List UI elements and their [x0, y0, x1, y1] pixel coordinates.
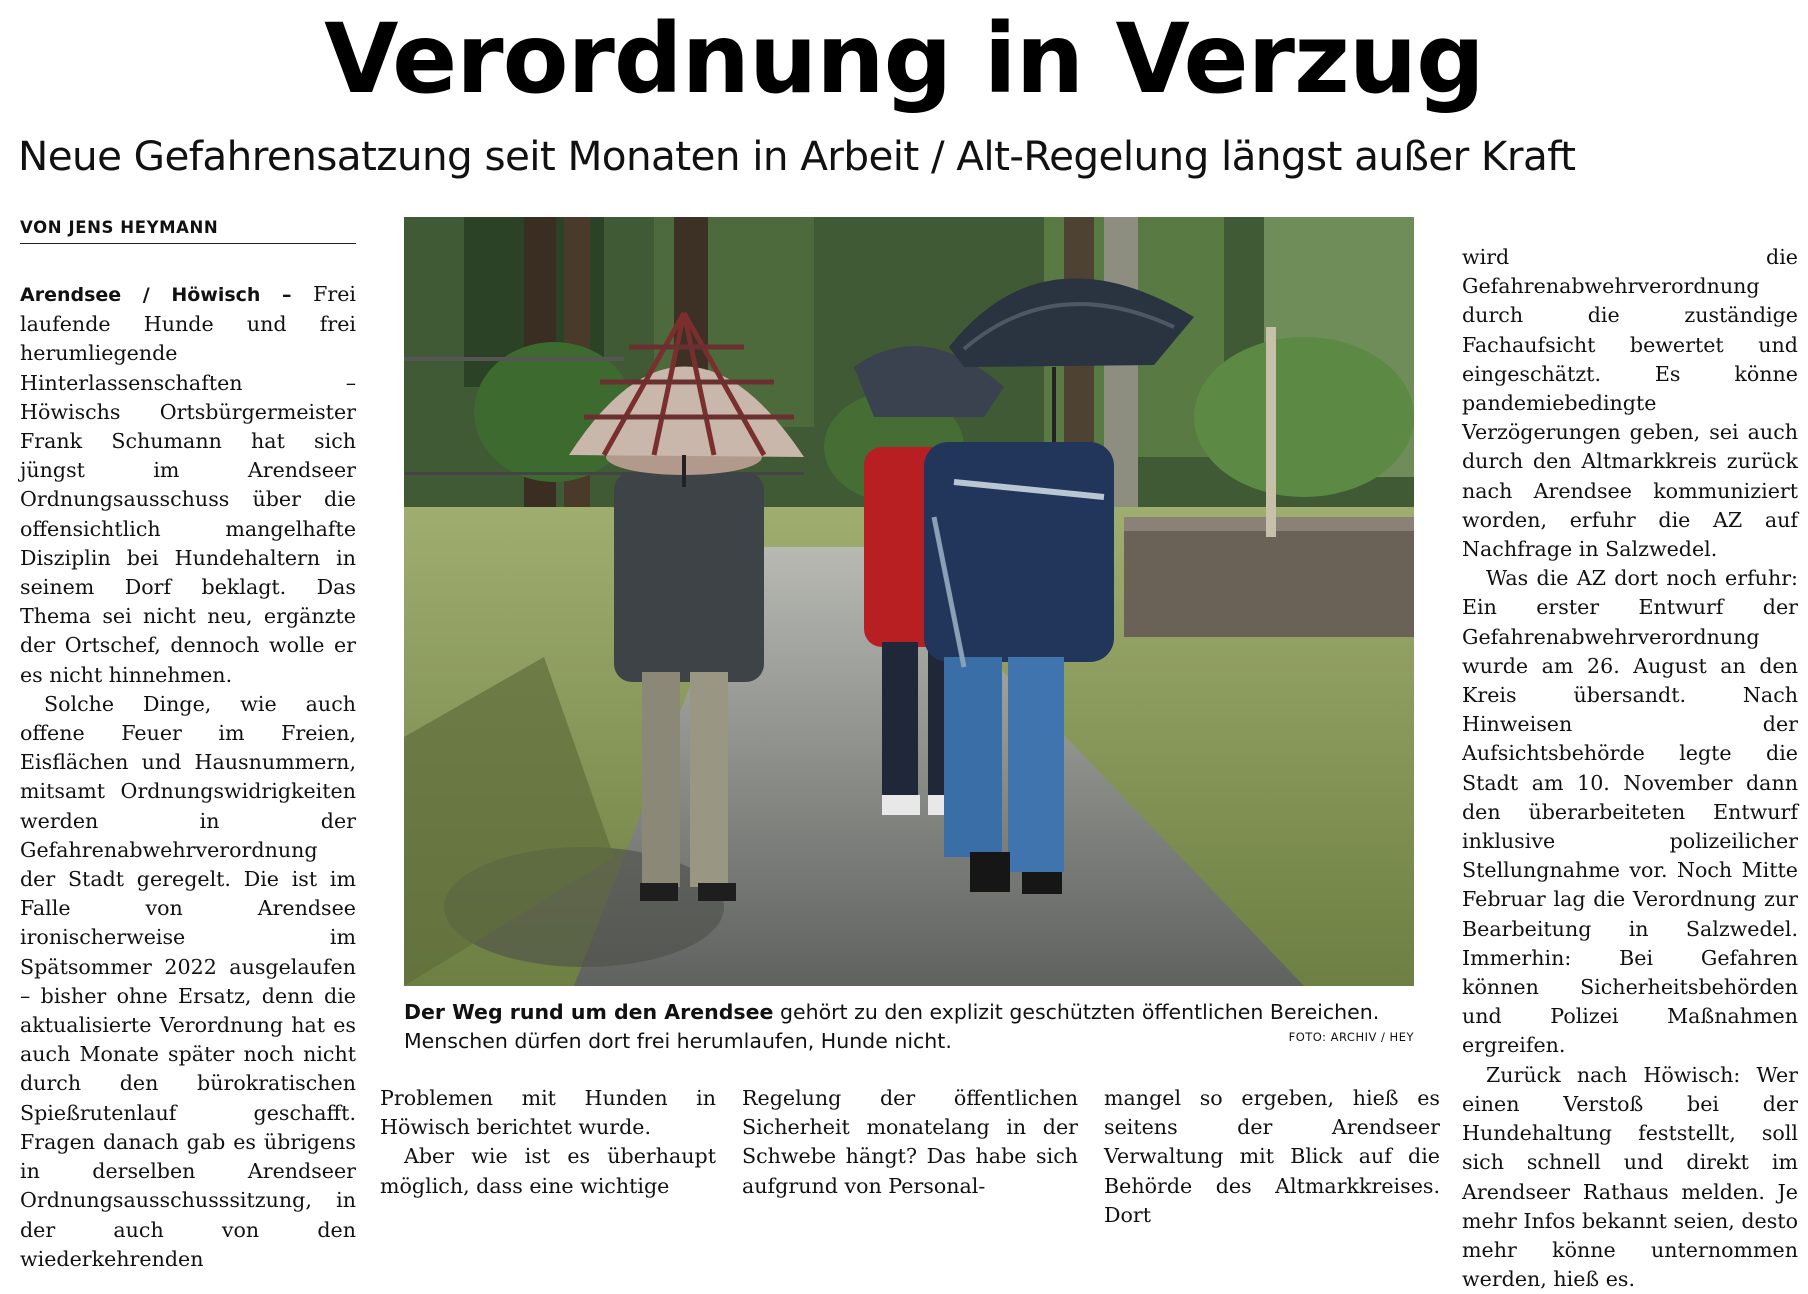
photo-credit: FOTO: ARCHIV / HEY: [1288, 1029, 1414, 1044]
article-column-4: [1104, 1084, 1440, 1230]
lead-dateline: Arendsee / Höwisch –: [20, 284, 292, 306]
article-paragraph: Aber wie ist es überhaupt möglich, dass eine wichtige: [380, 1144, 716, 1198]
paragraph-text: Frei laufende Hunde und frei herumliegende Hinterlassenschaften – Höwischs Ortsbürgermeister Frank Schumann hat sich jüngst im Arendseer Ordnungsausschuss über die offensichtlich mangelhafte Disziplin bei Hundehaltern in seinem Dorf beklagt. Das Thema sei nicht neu, ergänzte der Ortschef, dennoch wolle er es nicht hinnehmen.: [20, 282, 357, 687]
article-paragraph: Was die AZ dort noch erfuhr: Ein erster Entwurf der Gefahrenabwehrverordnung wurde am 26. August an den Kreis übersandt. Nach Hinweisen der Aufsichtsbehörde legte die Stadt am 10. November dann den überarbeiteten Entwurf inklusive polizeilicher Stellungnahme vor. Noch Mitte Februar lag die Verordnung zur Bearbeitung in Salzwedel. Immerhin: Bei Gefahren können Sicherheitsbehörden und Polizei Maßnahmen ergreifen.: [1462, 566, 1798, 1058]
bottom-columns: [380, 1084, 1440, 1227]
photo-caption: [404, 998, 1414, 1055]
article-column-2: [380, 1084, 716, 1201]
article-column-3: [742, 1084, 1078, 1201]
article-paragraph: Regelung der öffentlichen Sicherheit monatelang in der Schwebe hängt? Das habe sich aufgrund von Personal-: [742, 1086, 1078, 1198]
article-paragraph: [20, 280, 356, 690]
headline: Verordnung in Verzug: [324, 3, 1484, 115]
subheadline: Neue Gefahrensatzung seit Monaten in Arbeit / Alt-Regelung längst außer Kraft: [18, 132, 1576, 180]
article-paragraph: Zurück nach Höwisch: Wer einen Verstoß bei der Hundehaltung feststellt, soll sich schnell und direkt im Arendseer Rathaus melden. Je mehr Infos bekannt seien, desto mehr könne unternommen werden, hieß es.: [1462, 1062, 1798, 1292]
article-column-1: [20, 280, 356, 1274]
article-paragraph: mangel so ergeben, hieß es seitens der Arendseer Verwaltung mit Blick auf die Behörde des Altmarkkreises. Dort: [1104, 1086, 1440, 1227]
park-path-photo: [404, 217, 1414, 986]
article-paragraph: Solche Dinge, wie auch offene Feuer im Freien, Eisflächen und Hausnummern, mitsamt Ordnungswidrigkeiten werden in der Gefahrenabwehrverordnung der Stadt geregelt. Die ist im Falle von Arendsee ironischerweise im Spätsommer 2022 ausgelaufen – bisher ohne Ersatz, denn die aktualisierte Verordnung hat es auch Monate später noch nicht durch den bürokratischen Spießrutenlauf geschafft. Fragen danach gab es übrigens in derselben Arendseer Ordnungsausschusssitzung, in der auch von den wiederkehrenden: [20, 691, 356, 1271]
caption-text: gehört zu den explizit geschützten öffentlichen Bereichen. Menschen dürfen dort frei herumlaufen, Hunde nicht.: [404, 1000, 1380, 1053]
article-photo: [404, 217, 1414, 986]
article-column-5: [1462, 243, 1798, 1294]
article-paragraph: Problemen mit Hunden in Höwisch berichtet wurde.: [380, 1086, 716, 1140]
article-paragraph: wird die Gefahrenabwehrverordnung durch die zuständige Fachaufsicht bewertet und eingeschätzt. Es könne pandemiebedingte Verzögerungen geben, sei auch durch den Altmarkkreis zurück nach Arendsee kommuniziert worden, erfuhr die AZ auf Nachfrage in Salzwedel.: [1462, 245, 1798, 562]
byline: VON JENS HEYMANN: [20, 218, 356, 244]
caption-lead: Der Weg rund um den Arendsee: [404, 1000, 774, 1024]
